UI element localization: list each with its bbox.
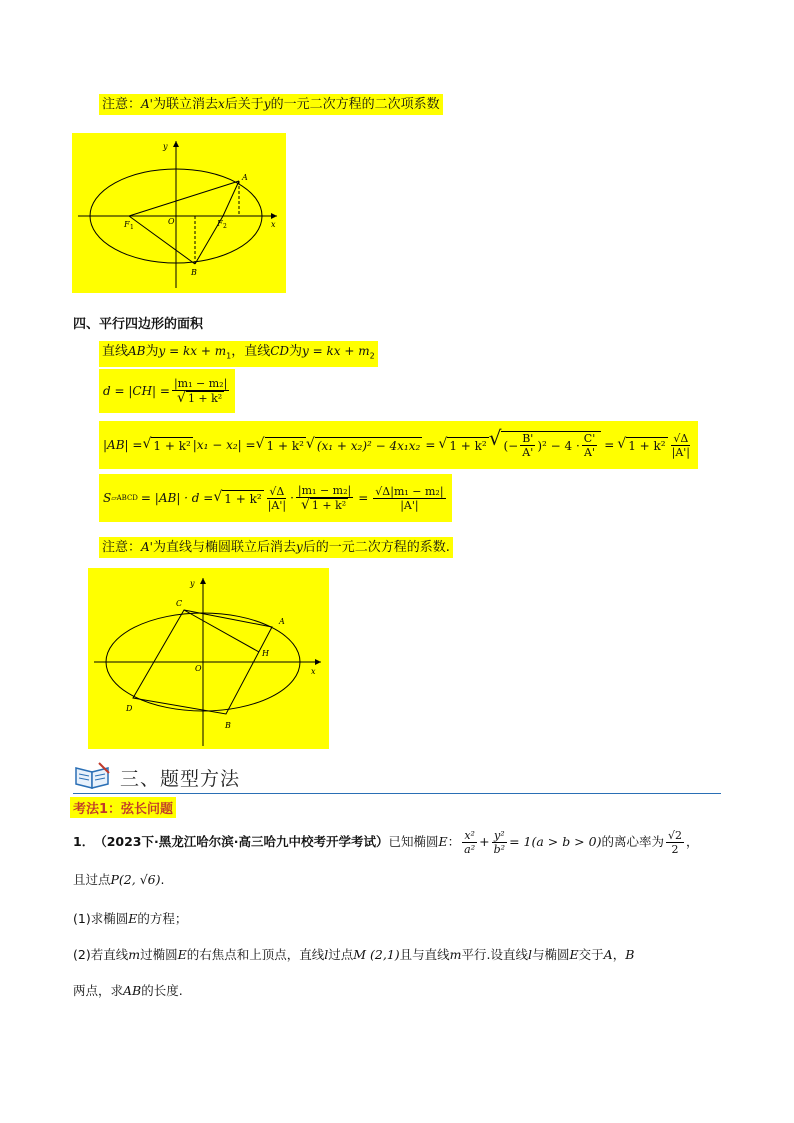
point-label-C: C (176, 599, 183, 608)
section-title-parallelogram-area: 四、平行四边形的面积 (73, 317, 204, 332)
point-label-F1-sub: 1 (130, 224, 134, 231)
formula-distance-d: d = |CH| = |m₁ − m₂| √ 1 + k² (99, 369, 235, 413)
point-label-D: D (126, 704, 133, 713)
section-title-methods: 三、题型方法 (120, 768, 241, 790)
axis-label-y: y (190, 579, 195, 588)
point-label-F1: F (124, 220, 130, 229)
book-icon (73, 760, 113, 790)
figure-ellipse-focal-triangle (72, 133, 286, 293)
note-quadratic-coefficient: 注意：A'为联立消去x后关于y的一元二次方程的二次项系数 (99, 94, 443, 115)
figure1-svg (72, 133, 286, 293)
note-equation-coefficient: 注意：A'为直线与椭圆联立后消去y后的一元二次方程的系数. (99, 537, 453, 558)
formula-chord-length: |AB| = √ 1 + k² |x₁ − x₂| = √ 1 + k² √ (x₁ + x₂)² − 4x₁x₂ = √ 1 + k² √ (− $\frac{B'}{A'}$ )² − 4 · $\frac{C'}{A'}$ = √ 1 + k² $\frac{√\Delta}{|A'|}$ (99, 421, 698, 469)
point-label-B: B (225, 721, 231, 730)
problem-1-line-1: 1． （2023下·黑龙江哈尔滨·高三哈九中校考开学考试） 已知椭圆 E ： $\frac{\text{x²}}{\text{a²}}$ + $\frac{\text{y²}}{\text{b²}}$ = 1(a > b > 0) 的离心率为 $\frac{√2}{2}$ ， (73, 828, 699, 856)
problem-1-question-2-line-2: 两点，求AB的长度. (73, 983, 183, 998)
line-equations: 直线AB为y = kx + $m_1$，直线CD为y = kx + $m_2$ (99, 341, 378, 367)
problem-1-line-2: 且过点P(2, √6). (73, 872, 165, 887)
figure-ellipse-parallelogram (88, 568, 329, 749)
origin-label: O (168, 217, 175, 226)
point-label-A: A (242, 173, 248, 182)
figure2-svg (88, 568, 329, 749)
point-label-A: A (279, 617, 285, 626)
formula-parallelogram-area: S ▱ABCD = |AB| · d = √ 1 + k² $\frac{√\Delta}{|A'|}$ · |m₁ − m₂| √ 1 + k² = $\frac{\text{√Δ|m₁ − m₂|}}{|A'|}$ (99, 474, 452, 522)
point-label-F2: F (217, 219, 223, 228)
point-label-H: H (262, 649, 269, 658)
point-label-B: B (191, 268, 197, 277)
method-label-chord: 考法1：弦长问题 (70, 797, 176, 818)
origin-label: O (195, 664, 202, 673)
axis-label-y: y (163, 142, 168, 151)
problem-1-question-2: (2)若直线m过椭圆E的右焦点和上顶点，直线l过点M (2,1)且与直线m平行.设直线l与椭圆E交于A，B (73, 947, 635, 962)
point-label-F2-sub: 2 (223, 223, 227, 230)
axis-label-x: x (311, 667, 316, 676)
axis-label-x: x (271, 220, 276, 229)
fraction: |m₁ − m₂| √ 1 + k² (173, 377, 228, 406)
note-prefix: 注意： (102, 97, 142, 112)
problem-1-question-1: (1)求椭圆E的方程； (73, 911, 188, 926)
section-divider (73, 793, 721, 794)
